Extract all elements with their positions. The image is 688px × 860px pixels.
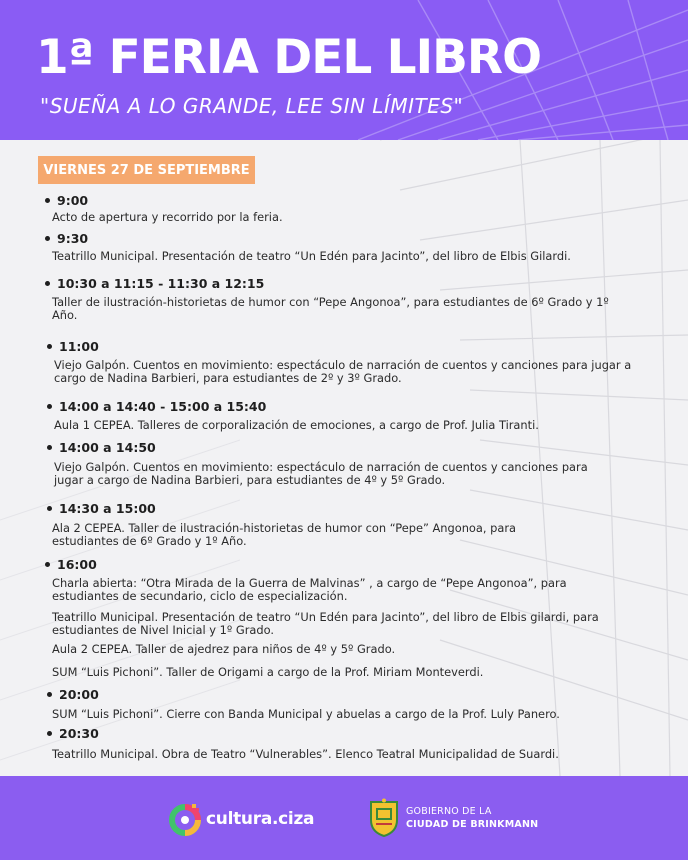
schedule-time: 20:30 [59,726,99,741]
schedule-description: Viejo Galpón. Cuentos en movimiento: espectáculo de narración de cuentos y canciones para jugar a cargo de Nadina Barbieri, para estudiantes de 4º y 5º Grado. [54,460,588,487]
cultura-logo-icon [168,802,202,836]
cultura-logo [168,802,314,836]
schedule-time: 11:00 [59,339,99,354]
cultura-logo-text: cultura.ciza [206,809,315,829]
footer-banner [0,776,688,860]
schedule-time: 20:00 [59,687,99,702]
schedule-time: 14:00 a 14:50 [59,440,156,455]
schedule-time: 14:00 a 14:40 - 15:00 a 15:40 [59,399,267,414]
schedule-description: Viejo Galpón. Cuentos en movimiento: espectáculo de narración de cuentos y canciones para jugar a cargo de Nadina Barbieri, para estudiantes de 2º y 3º Grado. [54,358,632,385]
schedule-description: Teatrillo Municipal. Presentación de teatro “Un Edén para Jacinto”, del libro de Elbis Gilardi. [52,249,571,263]
schedule-description: Aula 2 CEPEA. Taller de ajedrez para niños de 4º y 5º Grado. [52,642,396,656]
header-banner [0,0,688,140]
page-title: 1ª FERIA DEL LIBRO [36,30,542,85]
schedule-time: 16:00 [57,557,97,572]
schedule-description: Charla abierta: “Otra Mirada de la Guerra de Malvinas” , a cargo de “Pepe Angonoa”, para estudiantes de secundario, ciclo de especialización. [52,576,567,603]
schedule-description: Aula 1 CEPEA. Talleres de corporalización de emociones, a cargo de Prof. Julia Tiranti. [54,418,539,432]
government-logo-line1: GOBIERNO DE LA [406,806,492,817]
date-badge: VIERNES 27 DE SEPTIEMBRE [38,156,255,184]
schedule-description: Teatrillo Municipal. Presentación de teatro “Un Edén para Jacinto”, del libro de Elbis gilardi, para estudiantes de Nivel Inicial y 1º Grado. [52,610,599,637]
city-shield-icon [368,798,400,838]
schedule-description: Ala 2 CEPEA. Taller de ilustración-historietas de humor con “Pepe” Angonoa, para estudiantes de 6º Grado y 1º Año. [52,521,516,548]
schedule-time: 14:30 a 15:00 [59,501,156,516]
government-logo-line2: CIUDAD DE BRINKMANN [406,819,539,830]
schedule-time: 9:30 [57,231,89,246]
page-subtitle: "SUEÑA A LO GRANDE, LEE SIN LÍMITES" [40,94,464,118]
schedule-time: 9:00 [57,193,89,208]
schedule-description: SUM “Luis Pichoni”. Cierre con Banda Municipal y abuelas a cargo de la Prof. Luly Panero. [52,707,560,721]
schedule-description: Teatrillo Municipal. Obra de Teatro “Vulnerables”. Elenco Teatral Municipalidad de Suardi. [52,747,559,761]
government-logo [368,798,538,838]
schedule-description: Taller de ilustración-historietas de humor con “Pepe Angonoa”, para estudiantes de 6º Grado y 1º Año. [52,295,609,322]
schedule-description: SUM “Luis Pichoni”. Taller de Origami a cargo de la Prof. Miriam Monteverdi. [52,665,484,679]
schedule-description: Acto de apertura y recorrido por la feria. [52,210,283,224]
schedule-time: 10:30 a 11:15 - 11:30 a 12:15 [57,276,265,291]
